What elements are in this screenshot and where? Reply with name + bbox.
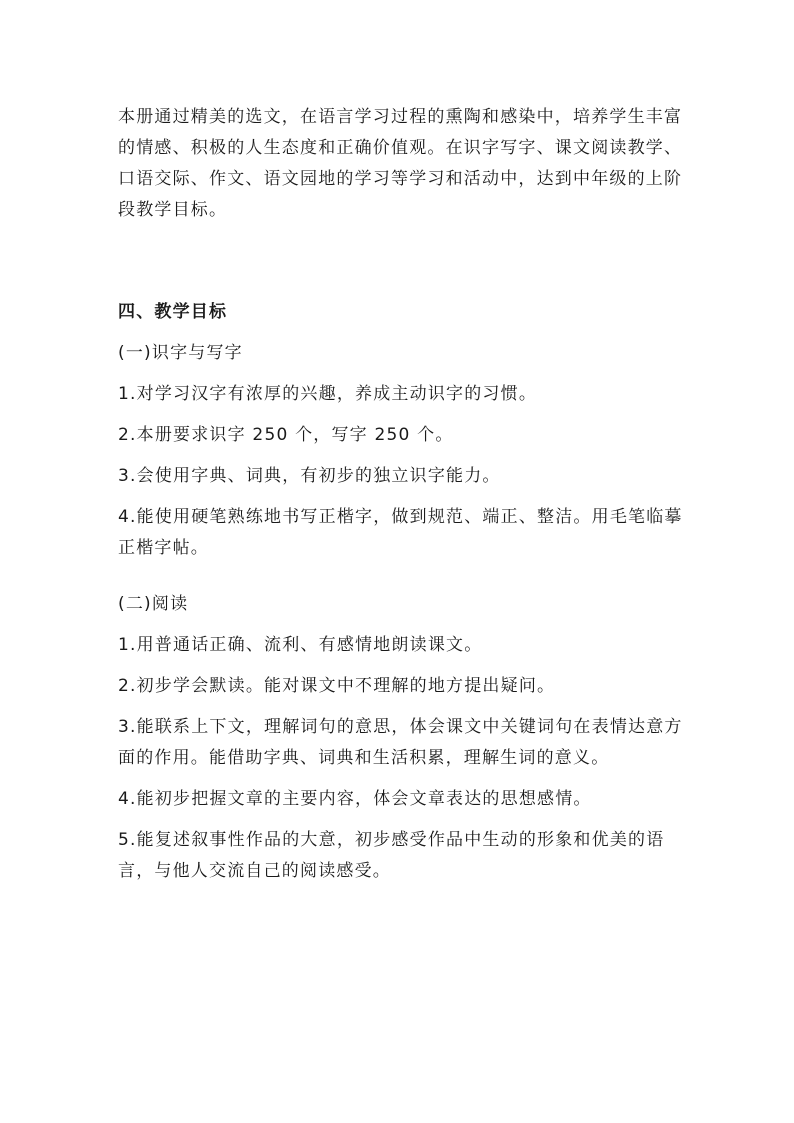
list-item: 2.本册要求识字 250 个，写字 250 个。 [118, 425, 454, 445]
list-item: 1.对学习汉字有浓厚的兴趣，养成主动识字的习惯。 [118, 384, 538, 404]
section-literacy [118, 338, 688, 564]
list-item: 5.能复述叙事性作品的大意，初步感受作品中生动的形象和优美的语言，与他人交流自己的阅读感受。 [118, 830, 665, 881]
list-item: 4.能使用硬笔熟练地书写正楷字，做到规范、端正、整洁。用毛笔临摹正楷字帖。 [118, 507, 683, 558]
section-heading: 四、教学目标 [118, 302, 228, 322]
list-item: 4.能初步把握文章的主要内容，体会文章表达的思想感情。 [118, 789, 592, 809]
list-item: 1.用普通话正确、流利、有感情地朗读课文。 [118, 635, 483, 655]
subsection-title-literacy: (一)识字与写字 [118, 343, 243, 363]
list-item: 2.初步学会默读。能对课文中不理解的地方提出疑问。 [118, 676, 556, 696]
intro-paragraph: 本册通过精美的选文，在语言学习过程的熏陶和感染中，培养学生丰富的情感、积极的人生态度和正确价值观。在识字写字、课文阅读教学、口语交际、作文、语文园地的学习等学习和活动中，达到中年级的上阶段教学目标。 [118, 107, 683, 220]
section-reading [118, 589, 688, 887]
subsection-title-reading: (二)阅读 [118, 594, 189, 614]
list-item: 3.会使用字典、词典，有初步的独立识字能力。 [118, 466, 501, 486]
list-item: 3.能联系上下文，理解词句的意思，体会课文中关键词句在表情达意方面的作用。能借助字典、词典和生活积累，理解生词的意义。 [118, 717, 683, 768]
